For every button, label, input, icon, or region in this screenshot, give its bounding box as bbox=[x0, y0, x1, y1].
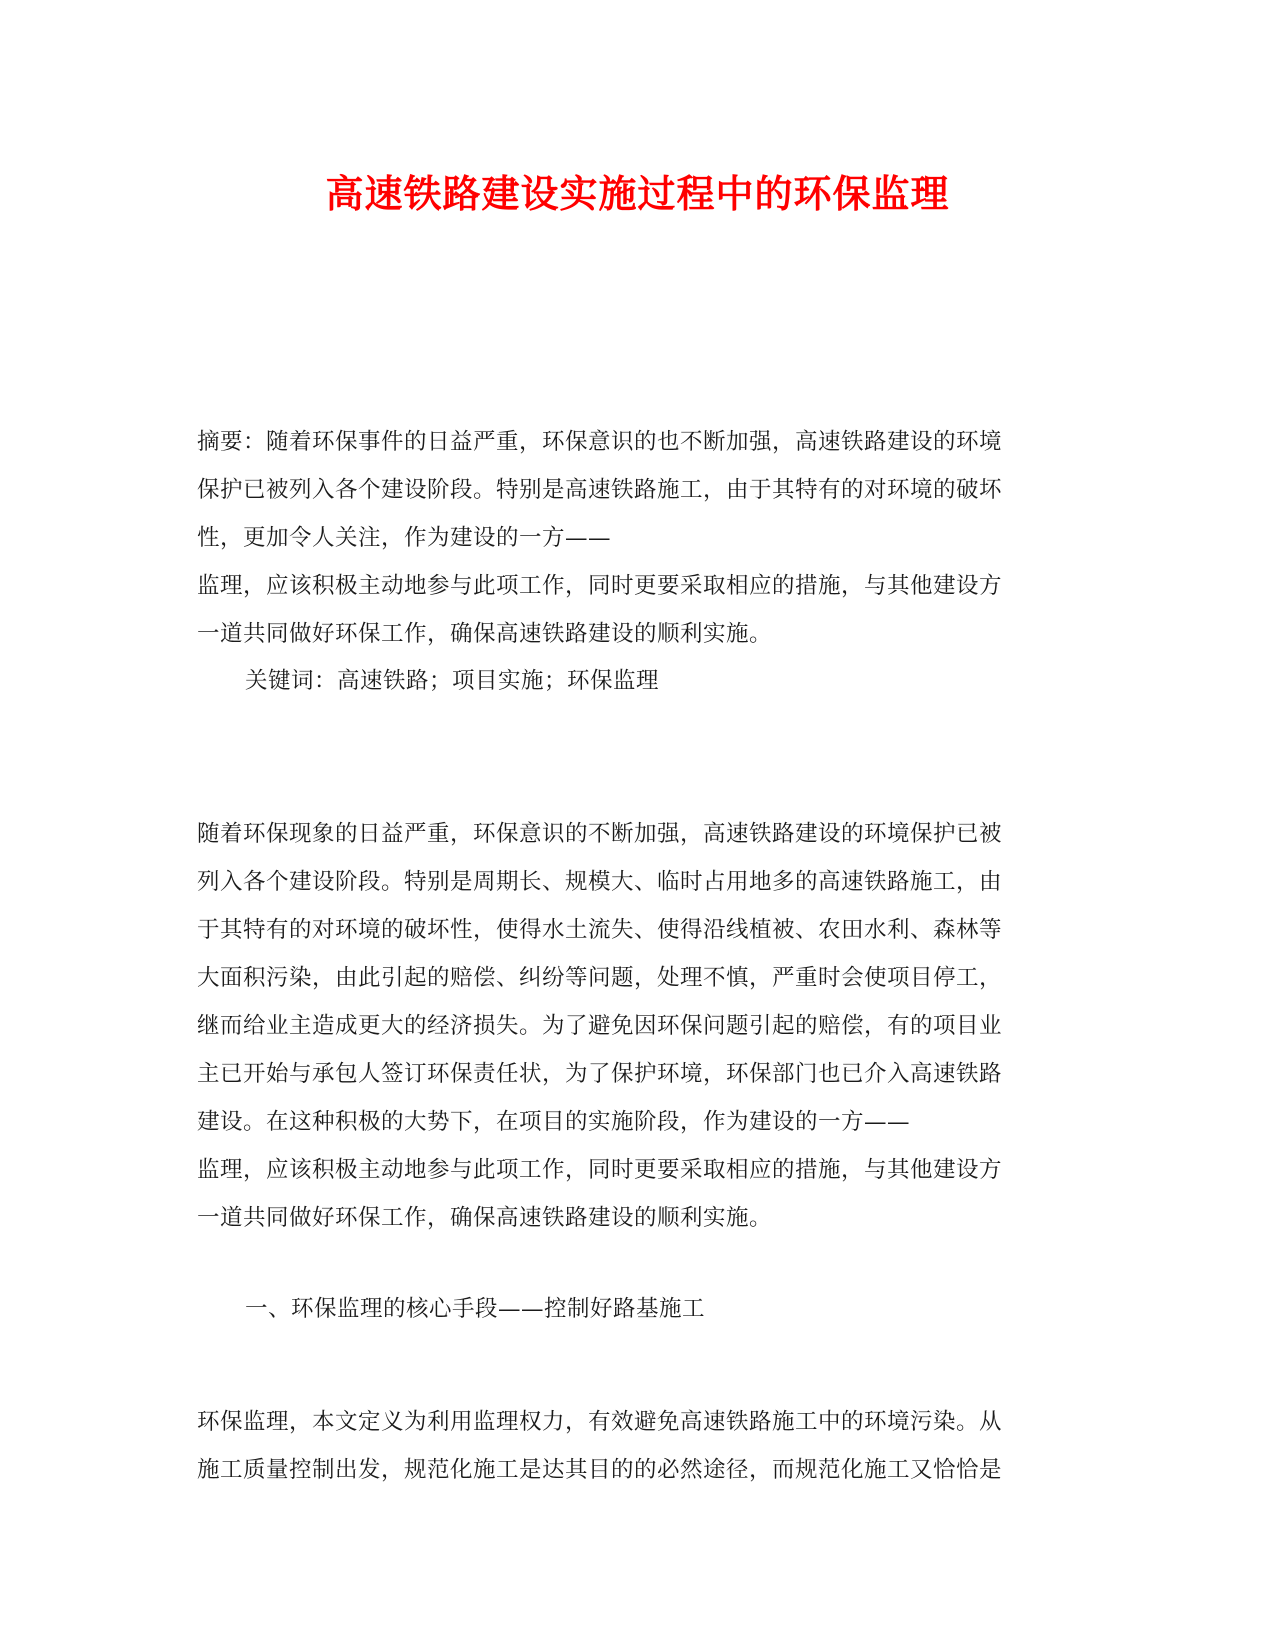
document-title: 高速铁路建设实施过程中的环保监理 bbox=[325, 171, 950, 216]
intro-line: 监理，应该积极主动地参与此项工作，同时更要采取相应的措施，与其他建设方 bbox=[197, 1157, 1003, 1183]
abstract-line: 保护已被列入各个建设阶段。特别是高速铁路施工，由于其特有的对环境的破坏 bbox=[197, 477, 1003, 503]
section-line: 环保监理，本文定义为利用监理权力，有效避免高速铁路施工中的环境污染。从 bbox=[197, 1409, 1003, 1435]
intro-line: 继而给业主造成更大的经济损失。为了避免因环保问题引起的赔偿，有的项目业 bbox=[197, 1013, 1003, 1039]
intro-line: 建设。在这种积极的大势下，在项目的实施阶段，作为建设的一方—— bbox=[197, 1109, 911, 1135]
intro-line: 列入各个建设阶段。特别是周期长、规模大、临时占用地多的高速铁路施工，由 bbox=[197, 869, 1003, 895]
intro-line: 大面积污染，由此引起的赔偿、纠纷等问题，处理不慎，严重时会使项目停工， bbox=[197, 965, 1003, 991]
abstract-line: 性，更加令人关注，作为建设的一方—— bbox=[197, 525, 612, 551]
intro-line: 随着环保现象的日益严重，环保意识的不断加强，高速铁路建设的环境保护已被 bbox=[197, 821, 1003, 847]
intro-line: 主已开始与承包人签订环保责任状，为了保护环境，环保部门也已介入高速铁路 bbox=[197, 1061, 1003, 1087]
abstract-paragraph bbox=[197, 418, 1077, 658]
intro-line: 一道共同做好环保工作，确保高速铁路建设的顺利实施。 bbox=[197, 1205, 773, 1231]
abstract-line: 一道共同做好环保工作，确保高速铁路建设的顺利实施。 bbox=[197, 621, 773, 647]
section-line: 施工质量控制出发，规范化施工是达其目的的必然途径，而规范化施工又恰恰是 bbox=[197, 1457, 1003, 1483]
section-paragraph bbox=[197, 1398, 1077, 1494]
section-heading bbox=[197, 1285, 1077, 1333]
abstract-line: 监理，应该积极主动地参与此项工作，同时更要采取相应的措施，与其他建设方 bbox=[197, 573, 1003, 599]
section-heading-text: 一、环保监理的核心手段——控制好路基施工 bbox=[245, 1296, 706, 1322]
keywords-text: 关键词：高速铁路；项目实施；环保监理 bbox=[245, 668, 660, 694]
keywords-paragraph bbox=[197, 657, 1077, 705]
intro-paragraph bbox=[197, 810, 1077, 1242]
intro-line: 于其特有的对环境的破坏性，使得水土流失、使得沿线植被、农田水利、森林等 bbox=[197, 917, 1003, 943]
abstract-line: 摘要：随着环保事件的日益严重，环保意识的也不断加强，高速铁路建设的环境 bbox=[197, 429, 1003, 455]
